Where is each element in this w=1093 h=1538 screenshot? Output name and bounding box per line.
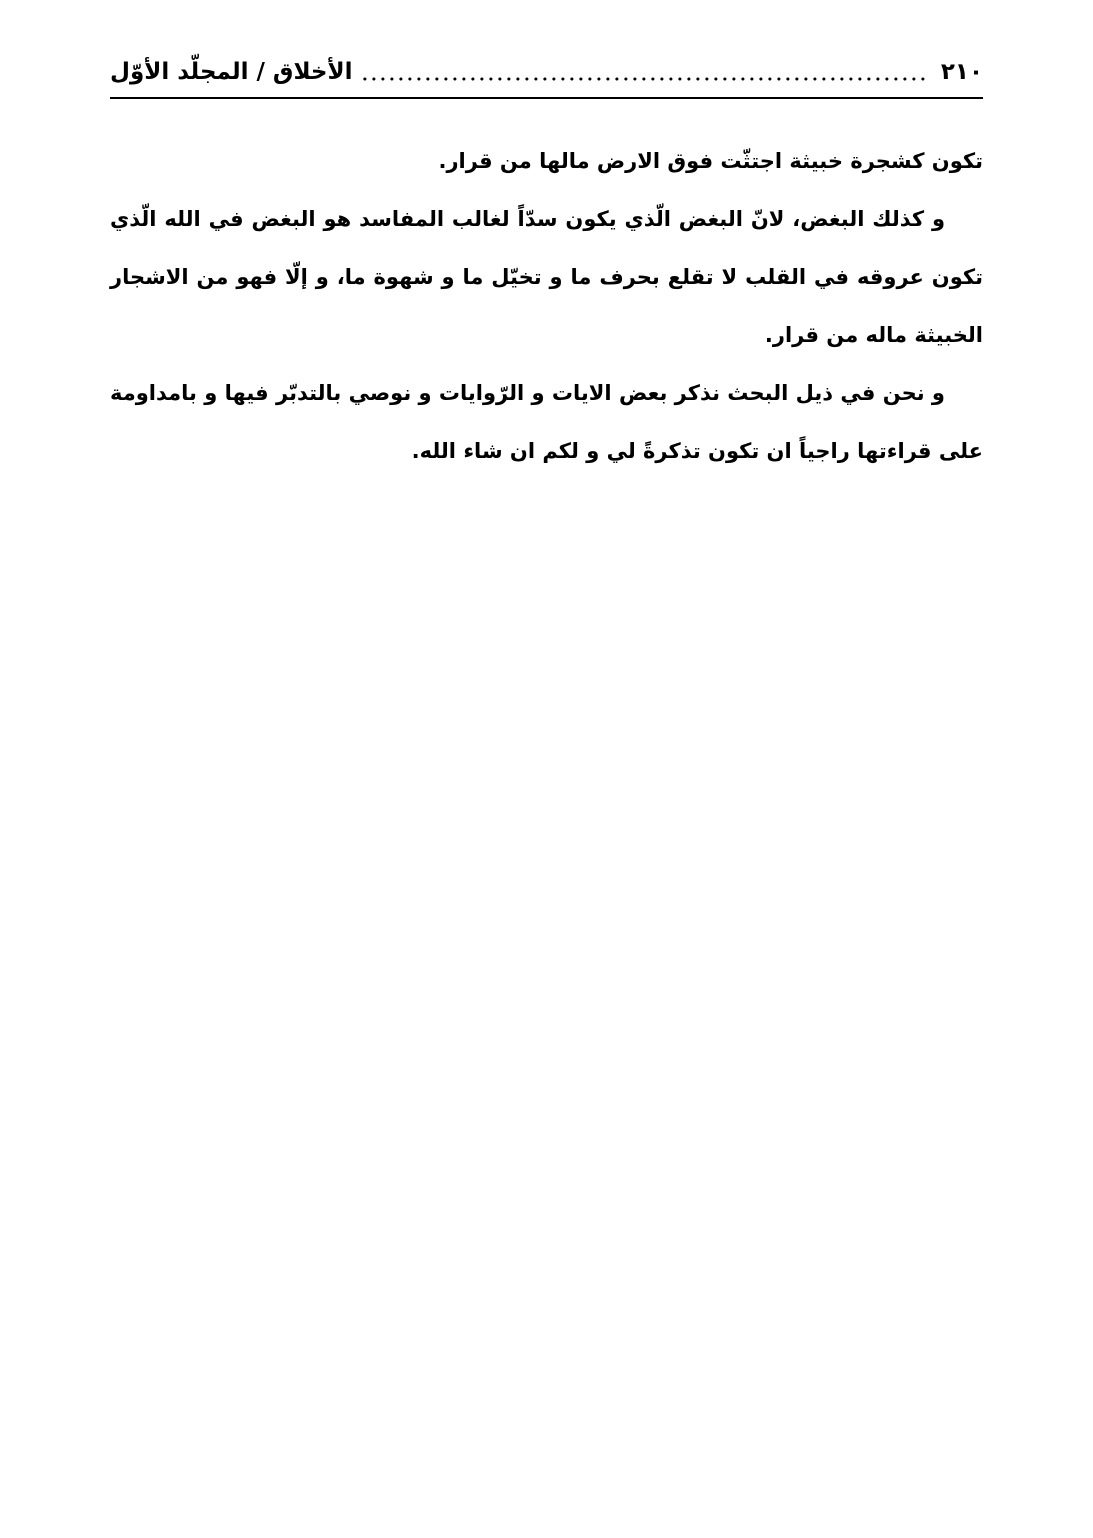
paragraph-3: و نحن في ذيل البحث نذكر بعض الايات و الرّوايات و نوصي بالتدبّر فيها و بامداومة على قراءتها راجياً ان تكون تذكرةً لي و لكم ان شاء الله.	[110, 381, 983, 463]
book-page	[110, 0, 983, 1538]
page-number: ٢١٠	[940, 59, 983, 85]
header-divider	[110, 97, 983, 99]
page-header	[110, 52, 983, 92]
paragraph-2: و كذلك البغض، لانّ البغض الّذي يكون سدّاً لغالب المفاسد هو البغض في الله الّذي تكون عروقه في القلب لا تقلع بحرف ما و تخيّل ما و شهوة ما، و إلّا فهو من الاشجار الخبيثة ماله من قرار.	[110, 207, 983, 347]
dot-leader	[361, 62, 927, 82]
running-title: الأخلاق / المجلّد الأوّل	[110, 59, 353, 85]
page-body	[110, 132, 983, 480]
paragraph-1: تكون كشجرة خبيثة اجتثّت فوق الارض مالها من قرار.	[438, 149, 983, 173]
